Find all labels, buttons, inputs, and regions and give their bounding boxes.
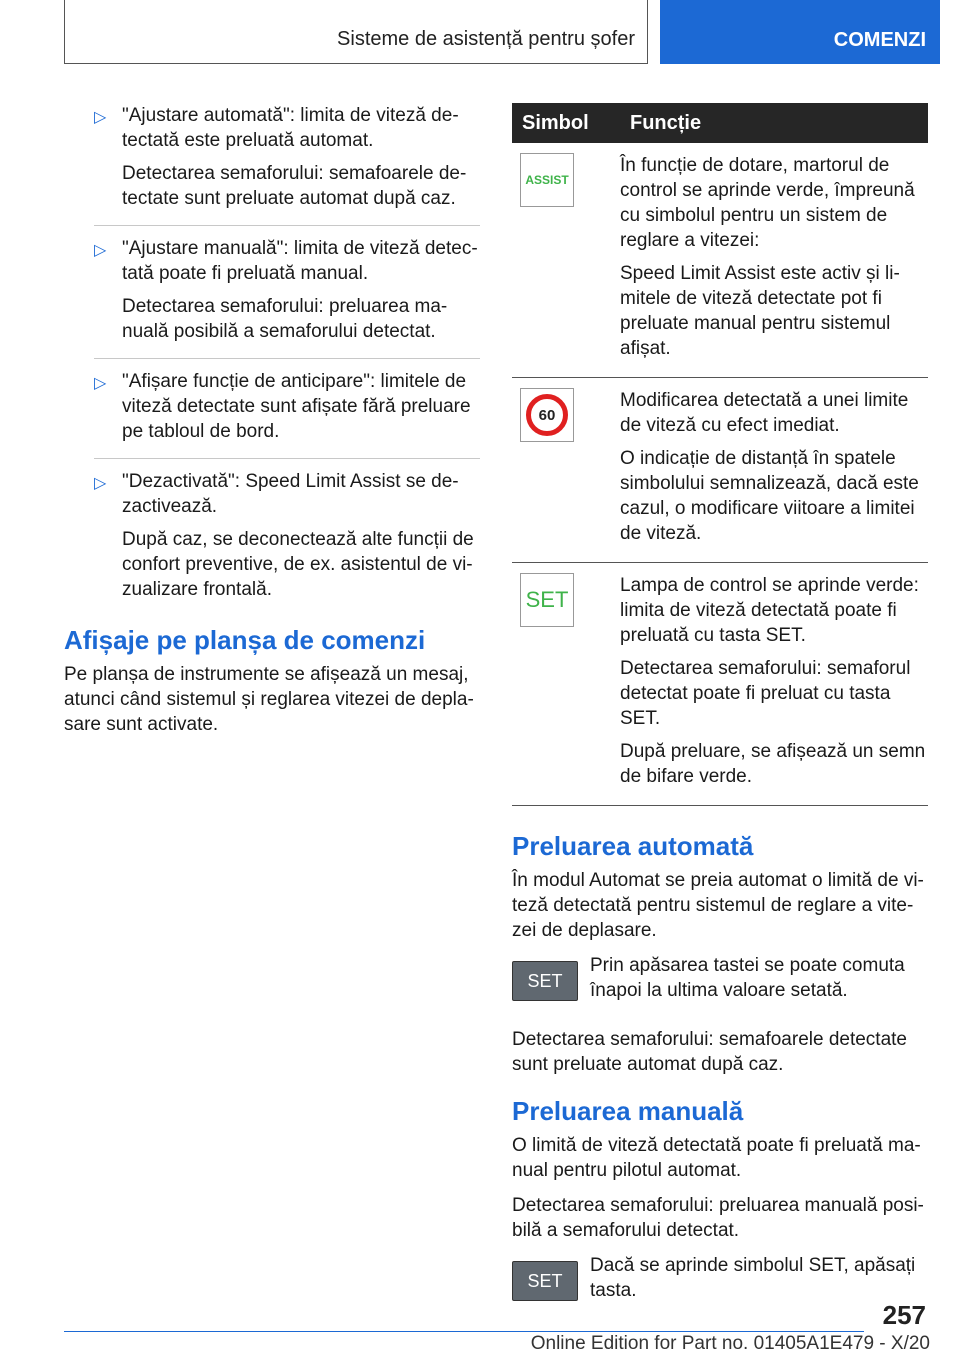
page-number: 257 <box>882 1300 926 1330</box>
bullet-text: "Ajustare manuală": limita de viteză detec-tată poate fi preluată manual. <box>122 238 478 284</box>
divider <box>94 225 480 226</box>
set-key-icon: SET <box>512 961 578 1001</box>
function-text: Modificarea detectată a unei limite de viteză cu efect imediat. <box>620 390 909 436</box>
column-header-function: Funcție <box>620 103 928 143</box>
list-item <box>64 103 480 219</box>
section-heading: Afișaje pe planșa de comenzi <box>64 625 426 655</box>
bullet-text: După caz, se deconectează alte funcții de confort preventive, de ex. asistentul de vi-zualizare frontală. <box>122 529 474 600</box>
speed-limit-sign-icon <box>520 388 574 442</box>
paragraph: În modul Automat se preia automat o limită de vi-teză detectată pentru sistemul de reglare a vite-zei de deplasare. <box>512 870 924 941</box>
speed-limit-value: 60 <box>526 394 568 436</box>
section-heading: Preluarea automată <box>512 831 754 861</box>
function-text: Speed Limit Assist este activ și li-mitele de viteză detectate pot fi preluate manual pentru sistemul afișat. <box>620 263 900 359</box>
symbol-cell <box>512 143 620 378</box>
divider <box>94 358 480 359</box>
function-cell <box>620 378 928 563</box>
paragraph: Detectarea semaforului: semafoarele detectate sunt preluate automat după caz. <box>512 1029 907 1075</box>
key-instruction <box>512 1253 928 1313</box>
left-column <box>64 103 480 747</box>
triangle-bullet-icon: ▷ <box>94 109 107 126</box>
function-text: O indicație de distanță în spatele simbolului semnalizează, dacă este cazul, o modificare viitoare a limitei de viteză. <box>620 448 919 544</box>
symbol-cell <box>512 563 620 806</box>
table-row <box>512 563 928 806</box>
bullet-text: "Afișare funcție de anticipare": limitele de viteză detectate sunt afișate fără preluare pe tabloul de bord. <box>122 371 471 442</box>
bullet-text: Detectarea semaforului: semafoarele de-tectate sunt preluate automat după caz. <box>122 163 467 209</box>
assist-icon <box>520 153 574 207</box>
paragraph: O limită de viteză detectată poate fi preluată ma-nual pentru pilotul automat. <box>512 1135 921 1181</box>
key-instruction <box>512 953 928 1013</box>
column-header-symbol: Simbol <box>512 103 620 143</box>
list-item <box>64 369 480 452</box>
footer-divider <box>64 1331 864 1332</box>
triangle-bullet-icon: ▷ <box>94 375 107 392</box>
symbol-cell <box>512 378 620 563</box>
function-cell <box>620 143 928 378</box>
table-header-row <box>512 103 928 143</box>
assist-icon-text: ASSIST <box>525 173 569 187</box>
triangle-bullet-icon: ▷ <box>94 475 107 492</box>
function-text: Lampa de control se aprinde verde: limita de viteză detectată poate fi preluată cu tasta SET. <box>620 575 919 646</box>
set-key-icon: SET <box>512 1261 578 1301</box>
bullet-text: "Dezactivată": Speed Limit Assist se de-zactivează. <box>122 471 459 517</box>
key-instruction-text: Dacă se aprinde simbolul SET, apăsați tasta. <box>590 1255 916 1301</box>
table-row <box>512 143 928 378</box>
header-section-title: Sisteme de asistență pentru șofer <box>64 0 648 64</box>
bullet-text: Detectarea semaforului: preluarea ma-nuală posibilă a semaforului detectat. <box>122 296 448 342</box>
set-indicator-icon <box>520 573 574 627</box>
divider <box>94 458 480 459</box>
triangle-bullet-icon: ▷ <box>94 242 107 259</box>
paragraph: Detectarea semaforului: preluarea manuală posi-bilă a semaforului detectat. <box>512 1195 924 1241</box>
list-item <box>64 236 480 352</box>
function-text: În funcție de dotare, martorul de control se aprinde verde, împreună cu simbolul pentru un sistem de reglare a vitezei: <box>620 155 915 251</box>
key-instruction-text: Prin apăsarea tastei se poate comuta înapoi la ultima valoare setată. <box>590 955 905 1001</box>
set-indicator-text: SET <box>525 587 569 612</box>
function-text: După preluare, se afișează un semn de bifare verde. <box>620 741 926 787</box>
symbol-table <box>512 103 928 806</box>
bullet-text: "Ajustare automată": limita de viteză de-tectată este preluată automat. <box>122 105 459 151</box>
footer-text: Online Edition for Part no. 01405A1E479 - X/20 <box>530 1333 930 1354</box>
paragraph: Pe planșa de instrumente se afișează un mesaj, atunci când sistemul și reglarea vitezei de depla-sare sunt activate. <box>64 664 474 735</box>
list-item <box>64 469 480 610</box>
header-chapter-title: COMENZI <box>660 0 940 64</box>
right-column <box>512 103 928 1327</box>
function-cell <box>620 563 928 806</box>
function-text: Detectarea semaforului: semaforul detectat poate fi preluat cu tasta SET. <box>620 658 911 729</box>
section-heading: Preluarea manuală <box>512 1096 744 1126</box>
table-row <box>512 378 928 563</box>
